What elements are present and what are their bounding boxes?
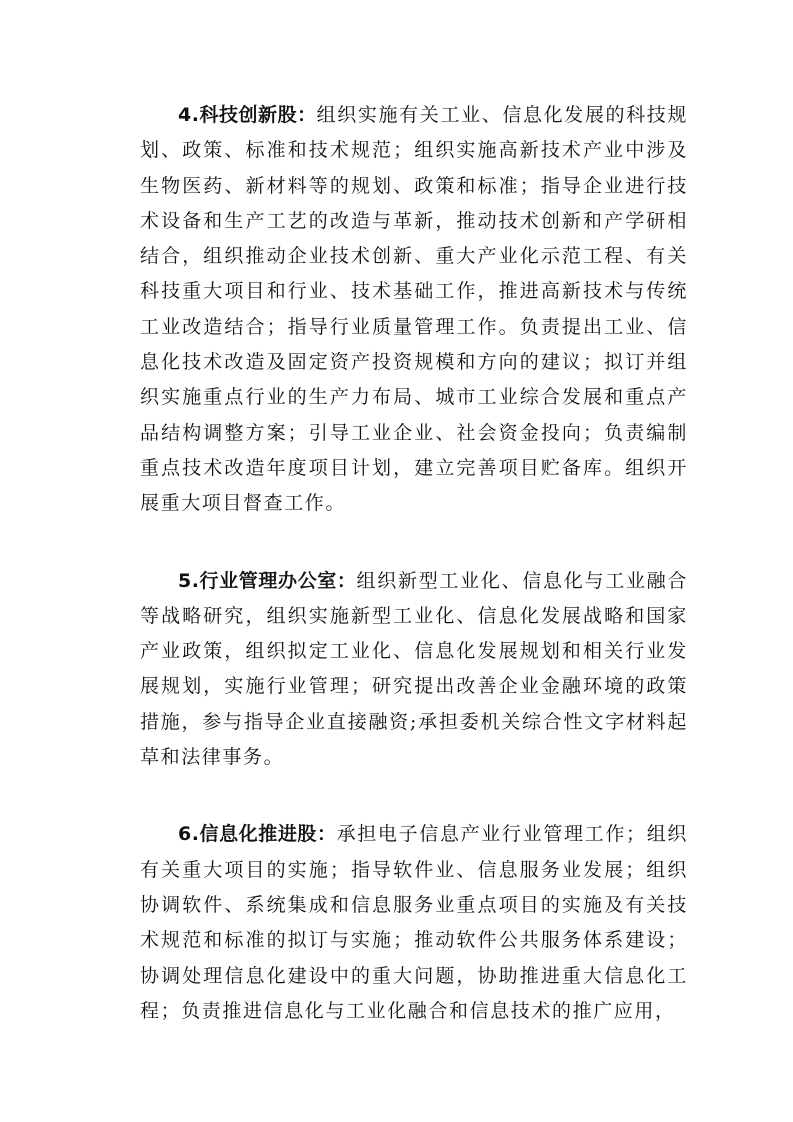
section-tech-innovation	[140, 98, 688, 522]
section-informatization	[140, 817, 688, 1029]
section-text: 承担电子信息产业行业管理工作；组织有关重大项目的实施；指导软件业、信息服务业发展；组织协调软件、系统集成和信息服务业重点项目的实施及有关技术规范和标准的拟订与实施；推动软件公共服务体系建设；协调处理信息化建设中的重大问题，协助推进重大信息化工程；负责推进信息化与工业化融合和信息技术的推广应用，	[140, 823, 688, 1022]
section-heading: 6.信息化推进股：	[178, 823, 337, 846]
section-industry-management	[140, 564, 688, 776]
section-heading: 5.行业管理办公室：	[178, 569, 357, 592]
section-text: 组织新型工业化、信息化与工业融合等战略研究，组织实施新型工业化、信息化发展战略和国家产业政策，组织拟定工业化、信息化发展规划和相关行业发展规划，实施行业管理；研究提出改善企业金融环境的政策措施，参与指导企业直接融资;承担委机关综合性文字材料起草和法律事务。	[140, 569, 688, 769]
section-heading: 4.科技创新股：	[178, 104, 317, 126]
section-text: 组织实施有关工业、信息化发展的科技规划、政策、标准和技术规范；组织实施高新技术产业中涉及生物医药、新材料等的规划、政策和标准；指导企业进行技术设备和生产工艺的改造与革新，推动技术创新和产学研相结合，组织推动企业技术创新、重大产业化示范工程、有关科技重大项目和行业、技术基础工作，推进高新技术与传统工业改造结合；指导行业质量管理工作。负责提出工业、信息化技术改造及固定资产投资规模和方向的建议；拟订并组织实施重点行业的生产力布局、城市工业综合发展和重点产品结构调整方案；引导工业企业、社会资金投向；负责编制重点技术改造年度项目计划，建立完善项目贮备库。组织开展重大项目督查工作。	[140, 104, 688, 515]
document-body	[140, 98, 688, 1029]
